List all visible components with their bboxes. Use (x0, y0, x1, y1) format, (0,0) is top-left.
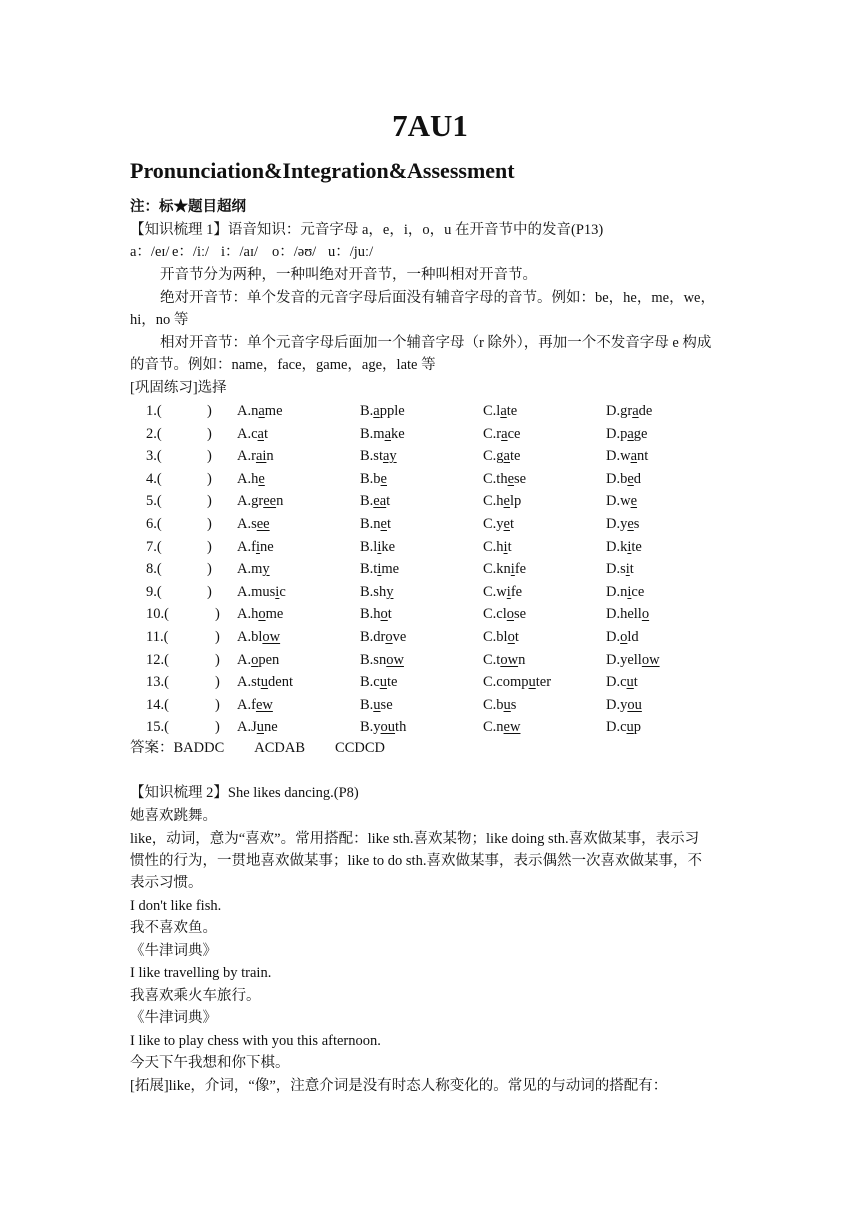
answer-blank[interactable]: ) (207, 561, 212, 578)
option-b[interactable]: B.eat (360, 493, 391, 510)
option-b[interactable]: B.use (360, 696, 393, 713)
option-a[interactable]: A.my (237, 561, 270, 578)
option-b[interactable]: B.hot (360, 606, 392, 623)
option-d[interactable]: D.want (606, 448, 649, 465)
k2-header: 【知识梳理 2】She likes dancing.(P8) (130, 785, 359, 801)
answer-blank[interactable]: ) (207, 493, 212, 510)
example-translation: 今天下午我想和你下棋。 (130, 1055, 290, 1071)
page-subtitle: Pronunciation&Integration&Assessment (130, 158, 515, 183)
question-number: 7.( (146, 538, 162, 555)
question-number: 11.( (146, 629, 169, 645)
option-b[interactable]: B.time (360, 561, 400, 578)
underlined-letters: o (506, 606, 515, 623)
option-b[interactable]: B.snow (360, 651, 404, 668)
answer-blank[interactable]: ) (215, 696, 220, 713)
option-b[interactable]: B.apple (360, 403, 405, 419)
question-number: 10.( (146, 606, 169, 623)
option-b[interactable]: B.make (360, 425, 405, 442)
underlined-letters: o (258, 606, 266, 623)
underlined-letters: ow (386, 651, 404, 668)
underlined-letters: i (503, 538, 508, 555)
answer-blank[interactable]: ) (215, 674, 220, 691)
underlined-letters: ai (255, 448, 267, 465)
option-d[interactable]: D.grade (606, 403, 653, 419)
underlined-letters: u (528, 674, 536, 691)
answer-blank[interactable]: ) (215, 606, 220, 623)
underlined-letters: e (627, 470, 634, 487)
note-line: 注：标★题目超纲 (130, 199, 246, 215)
option-c[interactable]: C.knife (483, 561, 527, 578)
k1-paragraph: 的音节。例如：name，face，game，age，late 等 (130, 357, 436, 373)
option-a[interactable]: A.cat (237, 425, 269, 442)
option-d[interactable]: D.bed (606, 470, 642, 487)
underlined-letters: a (501, 425, 508, 442)
k2-line: 她喜欢跳舞。 (130, 808, 217, 824)
option-c[interactable]: C.wife (483, 583, 523, 600)
example-sentence: I like to play chess with you this afternoon. (130, 1033, 381, 1049)
k2-line: like，动词，意为“喜欢”。常用搭配：like sth.喜欢某物；like doing sth.喜欢做某事，表示习 (130, 831, 700, 847)
question-number: 9.( (146, 583, 162, 600)
question-number: 5.( (146, 493, 162, 510)
underlined-letters: e (380, 470, 387, 487)
question-number: 1.( (146, 403, 162, 419)
underlined-letters: ow (641, 651, 660, 668)
option-a[interactable]: A.he (237, 470, 265, 487)
underlined-letters: ow (262, 629, 281, 645)
exercise-label: [巩固练习]选择 (130, 380, 227, 396)
underlined-letters: u (373, 696, 381, 713)
answer-line (130, 738, 385, 758)
option-a[interactable]: A.student (237, 674, 293, 691)
answer-blank[interactable]: ) (207, 516, 212, 532)
option-c[interactable]: C.bus (483, 696, 517, 713)
answer-blank[interactable]: ) (207, 403, 212, 419)
underlined-letters: o (380, 606, 388, 623)
underlined-letters: u (379, 674, 387, 691)
underlined-letters: i (627, 538, 632, 555)
answer-1: 答案：BADDC (130, 740, 225, 756)
answer-blank[interactable]: ) (207, 448, 212, 465)
option-b[interactable]: B.shy (360, 583, 394, 600)
underlined-letters: o (507, 629, 515, 645)
underlined-letters: a (503, 448, 510, 465)
underlined-letters: u (256, 719, 264, 736)
underlined-letters: o (385, 629, 393, 645)
answer-blank[interactable]: ) (215, 651, 220, 668)
underlined-letters: a (630, 448, 638, 465)
underlined-letters: a (257, 425, 264, 442)
underlined-letters: ew (503, 719, 521, 736)
k1-paragraph: hi，no 等 (130, 312, 189, 328)
option-a[interactable]: A.June (237, 719, 278, 736)
question-number: 14.( (146, 696, 169, 713)
option-d[interactable]: D.you (606, 696, 642, 713)
phonetic-item: a：/eɪ/ (130, 244, 170, 260)
option-c[interactable]: C.yet (483, 516, 515, 532)
option-b[interactable]: B.stay (360, 448, 397, 465)
underlined-letters: e (258, 470, 265, 487)
option-c[interactable]: C.computer (483, 674, 552, 691)
answer-blank[interactable]: ) (215, 629, 220, 645)
option-d[interactable]: D.kite (606, 538, 642, 555)
option-a[interactable]: A.blow (237, 629, 281, 645)
underlined-letters: a (627, 425, 634, 442)
phonetic-item: o：/əʊ/ (272, 244, 317, 260)
answer-blank[interactable]: ) (207, 425, 212, 442)
phonetic-item: u：/juː/ (328, 244, 374, 260)
option-b[interactable]: B.youth (360, 719, 407, 736)
underlined-letters: e (503, 493, 510, 510)
underlined-letters: e (627, 516, 634, 532)
option-c[interactable]: C.close (483, 606, 527, 623)
answer-2: ACDAB (254, 740, 306, 756)
phonetic-item: i：/aɪ/ (221, 244, 259, 260)
option-c[interactable]: C.hit (483, 538, 512, 555)
underlined-letters: o (251, 651, 259, 668)
option-b[interactable]: B.be (360, 470, 387, 487)
question-number: 13.( (146, 674, 169, 691)
option-b[interactable]: B.net (360, 516, 392, 532)
question-number: 8.( (146, 561, 162, 578)
option-a[interactable]: A.music (237, 583, 286, 600)
underlined-letters: u (626, 674, 634, 691)
underlined-letters: ea (373, 493, 387, 510)
question-number: 6.( (146, 516, 162, 532)
phonetic-item: e：/iː/ (172, 244, 210, 260)
underlined-letters: o (620, 629, 628, 645)
underlined-letters: i (377, 561, 382, 578)
example-source: 《牛津词典》 (130, 1010, 217, 1026)
k1-header: 【知识梳理 1】语音知识：元音字母 a，e，i，o，u 在开音节中的发音(P13) (130, 222, 604, 238)
option-a[interactable]: A.few (237, 696, 273, 713)
answer-blank[interactable]: ) (215, 719, 220, 736)
underlined-letters: e (503, 516, 510, 532)
option-c[interactable]: C.blot (483, 629, 519, 645)
option-d[interactable]: D.we (606, 493, 638, 510)
underlined-letters: i (510, 561, 515, 578)
option-d[interactable]: D.yellow (606, 651, 660, 668)
underlined-letters: a (373, 403, 380, 419)
option-d[interactable]: D.hello (606, 606, 650, 623)
option-a[interactable]: A.rain (237, 448, 274, 465)
answer-blank[interactable]: ) (207, 583, 212, 600)
underlined-letters: ee (263, 493, 277, 510)
k1-paragraph: 相对开音节：单个元音字母后面加一个辅音字母（r 除外），再加一个不发音字母 e 构成 (160, 335, 712, 351)
underlined-letters: ow (500, 651, 519, 668)
example-sentence: I don't like fish. (130, 898, 222, 914)
underlined-letters: y (386, 583, 394, 600)
option-c[interactable]: C.new (483, 719, 521, 736)
underlined-letters: ew (255, 696, 273, 713)
underlined-letters: i (275, 583, 280, 600)
question-number: 15.( (146, 719, 169, 736)
answer-blank[interactable]: ) (207, 470, 212, 487)
underlined-letters: e (507, 470, 515, 487)
underlined-letters: i (255, 538, 260, 555)
option-b[interactable]: B.like (360, 538, 396, 555)
extension-line: [拓展]like，介词，“像”，注意介词是没有时态人称变化的。常见的与动词的搭配有： (130, 1078, 668, 1094)
underlined-letters: ou (380, 719, 396, 736)
answer-blank[interactable]: ) (207, 538, 212, 555)
underlined-letters: i (377, 538, 382, 555)
option-b[interactable]: B.cute (360, 674, 398, 691)
underlined-letters: e (380, 516, 387, 532)
k1-paragraph: 开音节分为两种，一种叫绝对开音节，一种叫相对开音节。 (160, 267, 537, 283)
example-sentence: I like travelling by train. (130, 965, 272, 981)
option-c[interactable]: C.these (483, 470, 527, 487)
underlined-letters: a (632, 403, 639, 419)
option-b[interactable]: B.drove (360, 629, 407, 645)
underlined-letters: e (630, 493, 638, 510)
underlined-letters: i (625, 561, 630, 578)
option-d[interactable]: D.cup (606, 719, 642, 736)
question-number: 2.( (146, 425, 162, 442)
underlined-letters: u (626, 719, 634, 736)
example-translation: 我喜欢乘火车旅行。 (130, 988, 261, 1004)
option-a[interactable]: A.name (237, 403, 283, 419)
underlined-letters: ay (382, 448, 397, 465)
example-source: 《牛津词典》 (130, 943, 217, 959)
k2-line: 表示习惯。 (130, 875, 203, 891)
question-number: 12.( (146, 651, 169, 668)
option-a[interactable]: A.green (237, 493, 284, 510)
answer-3: CCDCD (335, 740, 385, 756)
option-c[interactable]: C.gate (483, 448, 521, 465)
underlined-letters: y (262, 561, 270, 578)
option-a[interactable]: A.fine (237, 538, 274, 555)
question-number: 3.( (146, 448, 162, 465)
option-d[interactable]: D.nice (606, 583, 645, 600)
underlined-letters: a (500, 403, 507, 419)
option-d[interactable]: D.old (606, 629, 639, 645)
underlined-letters: i (627, 583, 632, 600)
option-d[interactable]: D.page (606, 425, 648, 442)
underlined-letters: o (641, 606, 650, 623)
page-title: 7AU1 (392, 108, 468, 143)
question-number: 4.( (146, 470, 162, 487)
underlined-letters: a (384, 425, 392, 442)
underlined-letters: u (503, 696, 511, 713)
option-c[interactable]: C.late (483, 403, 518, 419)
option-d[interactable]: D.cut (606, 674, 638, 691)
underlined-letters: ou (627, 696, 642, 713)
option-a[interactable]: A.see (237, 516, 270, 532)
option-d[interactable]: D.yes (606, 516, 640, 532)
option-a[interactable]: A.home (237, 606, 284, 623)
option-c[interactable]: C.help (483, 493, 522, 510)
option-a[interactable]: A.open (237, 651, 280, 668)
underlined-letters: i (506, 583, 511, 600)
option-c[interactable]: C.race (483, 425, 521, 442)
k2-line: 惯性的行为，一贯地喜欢做某事；like to do sth.喜欢做某事，表示偶然一次喜欢做某事，不 (130, 853, 702, 869)
example-translation: 我不喜欢鱼。 (130, 920, 217, 936)
k1-paragraph: 绝对开音节：单个发音的元音字母后面没有辅音字母的音节。例如：be，he，me，we， (160, 290, 715, 306)
underlined-letters: ee (256, 516, 270, 532)
option-c[interactable]: C.town (483, 651, 526, 668)
underlined-letters: a (258, 403, 265, 419)
underlined-letters: u (260, 674, 269, 691)
option-d[interactable]: D.sit (606, 561, 634, 578)
